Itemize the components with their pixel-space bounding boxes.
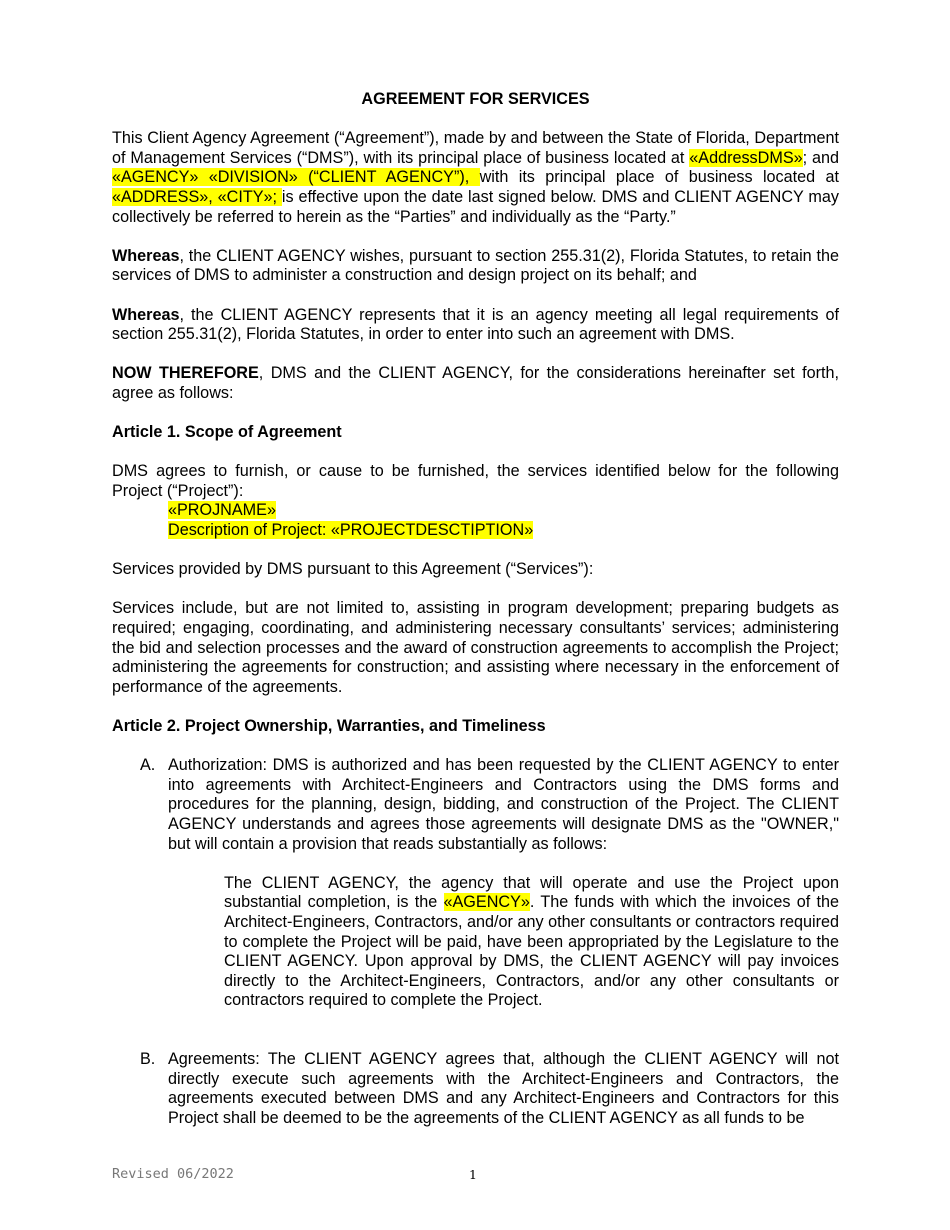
services-intro: Services provided by DMS pursuant to this Agreement (“Services”): — [112, 560, 594, 579]
project-description-line — [168, 521, 839, 541]
page-number: 1 — [469, 1167, 477, 1182]
article-1-intro: DMS agrees to furnish, or cause to be furnished, the services identified below for the following Project (“Project”): — [112, 462, 839, 500]
now-therefore-label: NOW THEREFORE — [112, 364, 259, 383]
quote-text-2: . The funds with which the invoices of the Architect-Engineers, Contractors, and/or any other consultants or contractors required to complete the Project will be paid, have been appropriated by the Legislature to the CLIENT AGENCY. Upon approval by DMS, the CLIENT AGENCY will pay invoices directly to the Architect-Engineers, Contractors, and/or any other consultants or contractors required to complete the Project. — [224, 893, 839, 1010]
article-1-heading: Article 1. Scope of Agreement — [112, 423, 342, 442]
field-address-city: «ADDRESS», «CITY»; — [112, 187, 282, 206]
field-agency: «AGENCY» — [443, 893, 530, 912]
project-name-line — [168, 501, 839, 521]
list-item-a — [112, 756, 839, 854]
whereas-text-1: , the CLIENT AGENCY wishes, pursuant to section 255.31(2), Florida Statutes, to retain the services of DMS to administer a construction and design project on its behalf; and — [112, 246, 839, 285]
list-text-b: Agreements: The CLIENT AGENCY agrees that, although the CLIENT AGENCY will not directly execute such agreements with the Architect-Engineers and Contractors, the agreements executed between DMS and any Architect-Engineers and Contractors for this Project shall be deemed to be the agreements of the CLIENT AGENCY as all funds to be — [168, 1050, 839, 1127]
whereas-label-2: Whereas — [112, 305, 180, 324]
intro-paragraph — [112, 129, 839, 227]
article-2-heading: Article 2. Project Ownership, Warranties, and Timeliness — [112, 717, 546, 735]
document-page — [112, 90, 839, 1148]
intro-text-4: is effective upon the date last signed below. DMS and CLIENT AGENCY may collectively be referred to herein as the “Parties” and individually as the “Party.” — [112, 187, 839, 226]
intro-text-3: with its principal place of business located at — [479, 168, 839, 187]
now-therefore-text: , DMS and the CLIENT AGENCY, for the considerations hereinafter set forth, agree as follows: — [112, 364, 839, 402]
whereas-label-1: Whereas — [112, 246, 180, 265]
revised-date: Revised 06/2022 — [112, 1166, 234, 1182]
field-agency-division: «AGENCY» «DIVISION» (“CLIENT AGENCY”), — [112, 168, 480, 187]
document-title: AGREEMENT FOR SERVICES — [361, 90, 590, 108]
list-text-a: Authorization: DMS is authorized and has been requested by the CLIENT AGENCY to enter into agreements with Architect-Engineers and Contractors using the DMS forms and procedures for the planning, design, bidding, and construction of the Project. The CLIENT AGENCY understands and agrees those agreements will designate DMS as the "OWNER," but will contain a provision that reads substantially as follows: — [168, 756, 839, 853]
list-item-b — [112, 1050, 839, 1128]
field-projname: «PROJNAME» — [168, 501, 276, 520]
block-quote — [224, 874, 839, 1011]
whereas-text-2: , the CLIENT AGENCY represents that it is an agency meeting all legal requirements of section 255.31(2), Florida Statutes, in order to enter into such an agreement with DMS. — [112, 305, 839, 344]
now-therefore-paragraph — [112, 364, 839, 403]
field-address-dms: «AddressDMS» — [689, 148, 803, 167]
field-project-description: Description of Project: «PROJECTDESCTIPTION» — [168, 521, 534, 540]
services-description: Services include, but are not limited to, assisting in program development; preparing budgets as required; engaging, coordinating, and administering necessary consultants’ services; administering the bid and selection processes and the award of construction agreements to accomplish the Project; administering the agreements for construction; and assisting where necessary in the enforcement of performance of the agreements. — [112, 599, 839, 696]
quote-text-1: The CLIENT AGENCY, the agency that will operate and use the Project upon substantial completion, is the — [224, 873, 839, 912]
list-marker-a: A. — [140, 756, 156, 775]
intro-text-2: ; and — [802, 148, 839, 167]
whereas-paragraph-2 — [112, 306, 839, 345]
whereas-paragraph-1 — [112, 247, 839, 286]
list-marker-b: B. — [140, 1050, 156, 1069]
intro-text-1: This Client Agency Agreement (“Agreement”), made by and between the State of Florida, Department of Management Services (“DMS”), with its principal place of business located at — [112, 129, 839, 167]
